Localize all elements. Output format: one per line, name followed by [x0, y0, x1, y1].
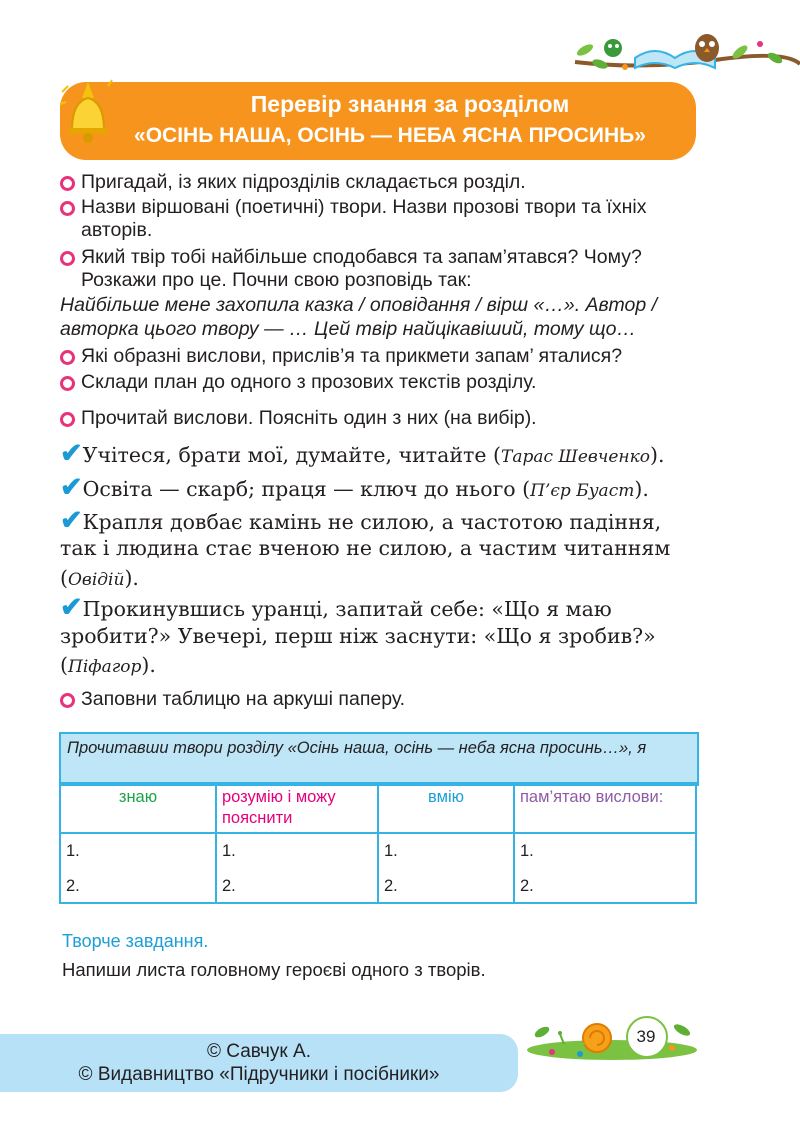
quote-author: Піфагор: [68, 657, 142, 677]
quote-3-line-1: ✔Крапля довбає камінь не силою, а частотою падіння,: [60, 505, 662, 536]
sample-answer-line: Найбільше мене захопила казка / оповідання / вірш «…». Автор /: [60, 294, 658, 316]
reading-summary-table: [59, 732, 697, 904]
list-item-continuation: авторів.: [81, 219, 153, 241]
table-header-text: Прочитавши твори розділу «Осінь наша, осінь — неба ясна просинь…», я: [67, 739, 647, 757]
table-column-header: пам’ятаю вислови:: [513, 782, 697, 834]
creative-task-text: Напиши листа головному героєві одного з творів.: [62, 959, 486, 980]
bullet-icon: [60, 201, 75, 216]
bullet-icon: [60, 412, 75, 427]
checkmark-icon: ✔: [60, 505, 83, 536]
table-cell: 1. 2.: [377, 832, 515, 904]
creative-task-title: Творче завдання.: [62, 931, 209, 951]
quote-3-line-2: так і людина стає вченою не силою, а частим читанням: [60, 536, 671, 560]
branch-birds-book-illustration: [565, 22, 800, 82]
table-column-header: розумію і можу пояснити: [215, 782, 379, 834]
table-cell: 1. 2.: [215, 832, 379, 904]
bullet-icon: [60, 251, 75, 266]
checkmark-icon: ✔: [60, 472, 83, 503]
footer-publisher: © Видавництво «Підручники і посібники»: [78, 1064, 440, 1085]
table-column-header: знаю: [59, 782, 217, 834]
quote-author: П’єр Буаст: [530, 481, 635, 501]
checkmark-icon: ✔: [60, 592, 83, 623]
quote-3-author-line: (Овідій).: [60, 566, 139, 590]
banner-title: Перевір знання за розділом: [250, 91, 570, 117]
table-column-header: вмію: [377, 782, 515, 834]
quote-4-author-line: (Піфагор).: [60, 653, 156, 677]
quote-2: ✔Освіта — скарб; праця — ключ до нього (П’єр Буаст).: [60, 472, 649, 503]
table-header: [59, 732, 699, 786]
quote-author: Овідій: [68, 570, 125, 590]
quote-author: Тарас Шевченко: [501, 447, 651, 467]
quote-4-line-1: ✔Прокинувшись уранці, запитай себе: «Що я маю: [60, 592, 612, 623]
page-number: 39: [636, 1027, 656, 1046]
table-cell: 1. 2.: [59, 832, 217, 904]
bullet-icon: [60, 376, 75, 391]
bullet-icon: [60, 693, 75, 708]
footer-author: © Савчук А.: [207, 1041, 311, 1062]
list-item-continuation: Розкажи про це. Почни свою розповідь так:: [81, 269, 472, 291]
table-cell: 1. 2.: [513, 832, 697, 904]
checkmark-icon: ✔: [60, 438, 83, 469]
bullet-icon: [60, 176, 75, 191]
quote-1: ✔Учітеся, брати мої, думайте, читайте (Тарас Шевченко).: [60, 438, 665, 469]
quote-4-line-2: зробити?» Увечері, перш ніж заснути: «Що я зробив?»: [60, 624, 656, 648]
sample-answer-line: авторка цього твору — … Цей твір найцікавіший, тому що…: [60, 318, 636, 340]
banner-subtitle: «ОСІНЬ НАША, ОСІНЬ — НЕБА ЯСНА ПРОСИНЬ»: [134, 124, 646, 147]
snail-flowers-illustration: [522, 1002, 702, 1066]
bullet-icon: [60, 350, 75, 365]
